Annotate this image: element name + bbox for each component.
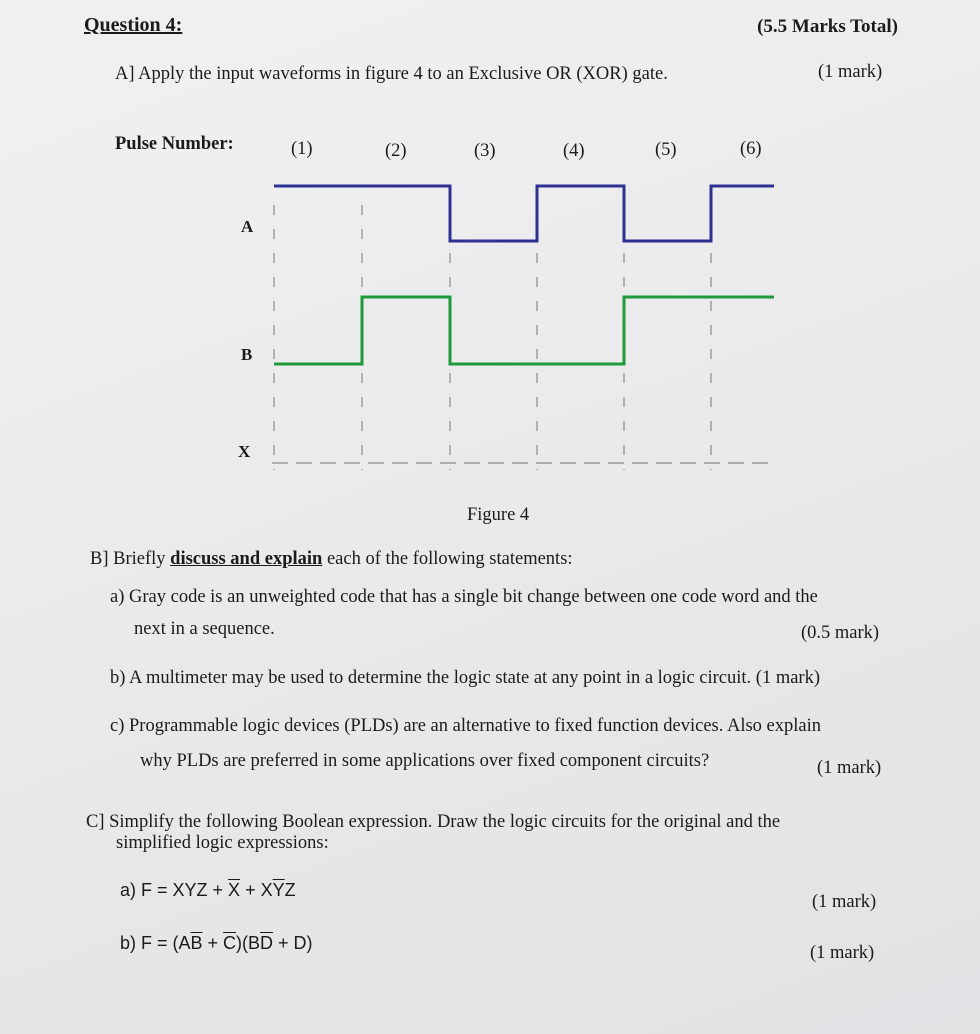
part-a-mark: (1 mark)	[818, 62, 883, 82]
pulse-label-1: (1)	[291, 139, 313, 159]
expression-a: a) F = XYZ + $\overline{X} + X\overline{Y}Z$	[120, 880, 296, 900]
pulse-number-label: Pulse Number:	[115, 134, 234, 154]
part-b-b-line: b) A multimeter may be used to determine the logic state at any point in a logic circuit. (1 mark)	[110, 668, 820, 688]
pulse-label-6: (6)	[740, 139, 762, 159]
pulse-label-2: (2)	[385, 141, 407, 161]
timing-guides	[274, 205, 711, 470]
part-b-a-line1: a) Gray code is an unweighted code that has a single bit change between one code word and the	[110, 587, 818, 607]
signal-label-a: A	[241, 217, 254, 236]
part-c-a-mark: (1 mark)	[812, 892, 877, 912]
part-b-a-mark: (0.5 mark)	[801, 623, 880, 643]
expression-b: b) $F = (A\overline{B} + \overline{C})(B\overline{D} + D)$	[120, 933, 313, 953]
part-b-intro: B] Briefly discuss and explain each of the following statements:	[90, 549, 573, 569]
part-a-text: A] Apply the input waveforms in figure 4 to an Exclusive OR (XOR) gate.	[115, 64, 668, 84]
figure-caption: Figure 4	[467, 505, 530, 525]
pulse-label-5: (5)	[655, 140, 677, 160]
part-b-c-line1: c) Programmable logic devices (PLDs) are an alternative to fixed function devices. Also explain	[110, 716, 821, 736]
signal-label-b: B	[241, 345, 253, 364]
part-b-emphasis: discuss and explain	[170, 549, 323, 569]
part-b-a-line2: next in a sequence.	[134, 619, 275, 639]
pulse-label-4: (4)	[563, 141, 585, 161]
pulse-label-3: (3)	[474, 141, 496, 161]
question-title: Question 4:	[84, 14, 183, 36]
part-b-c-line2: why PLDs are preferred in some applications over fixed component circuits?	[140, 751, 710, 771]
part-c-line1: C] Simplify the following Boolean expression. Draw the logic circuits for the original and the	[86, 812, 781, 832]
part-c-line2: simplified logic expressions:	[116, 833, 329, 853]
part-c-b-mark: (1 mark)	[810, 943, 875, 963]
signal-label-x: X	[238, 442, 251, 461]
part-b-c-mark: (1 mark)	[817, 758, 882, 778]
total-marks: (5.5 Marks Total)	[757, 16, 898, 37]
waveform-b	[274, 297, 774, 364]
waveform-a	[274, 186, 774, 241]
